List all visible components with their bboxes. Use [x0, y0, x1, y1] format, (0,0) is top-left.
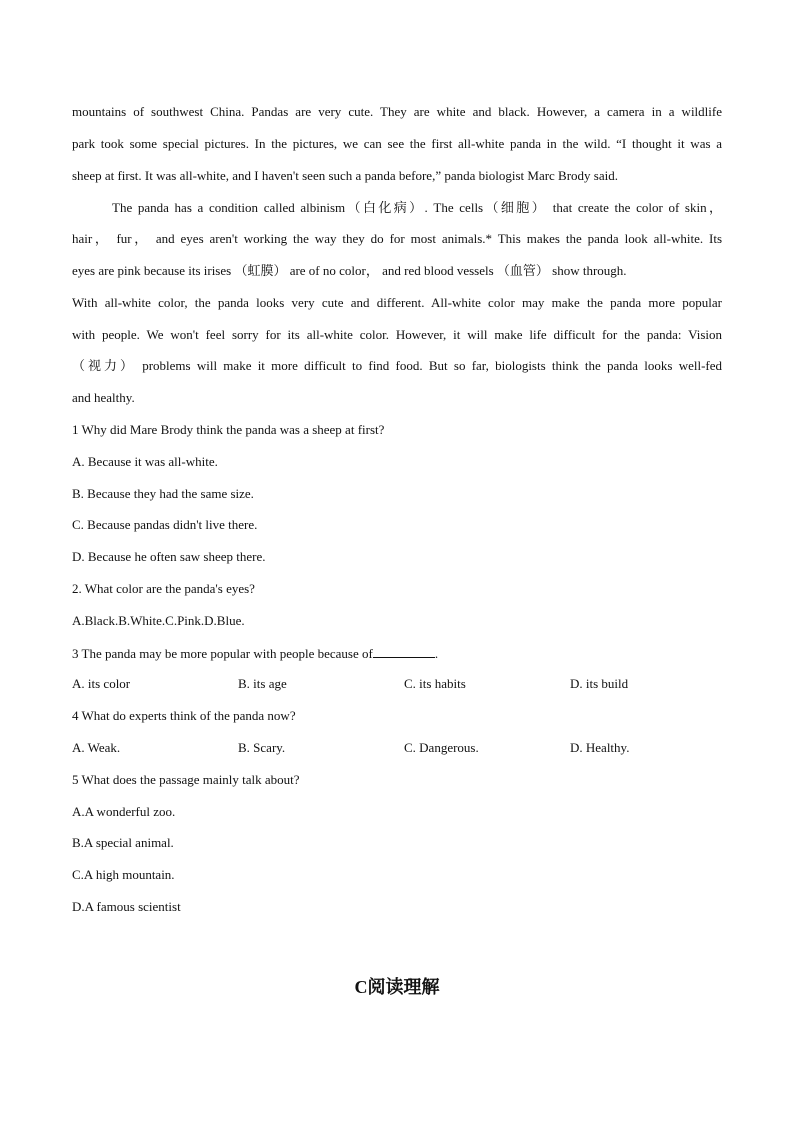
- question-4-option-c: C. Dangerous.: [404, 740, 479, 755]
- passage-line: sheep at first. It was all-white, and I haven't seen such a panda before,” panda biologist Marc Brody said.: [72, 168, 618, 183]
- question-3-stem-end: .: [434, 646, 439, 661]
- answer-blank: [373, 645, 435, 658]
- question-3-option-b: B. its age: [238, 676, 287, 691]
- passage-line: mountains of southwest China. Pandas are very cute. They are white and black. However, a camera in a wildlife: [72, 104, 722, 119]
- question-3-stem-text: 3 The panda may be more popular with people because of: [72, 646, 373, 661]
- passage-line: （视力） problems will make it more difficult to find food. But so far, biologists think the panda looks well-fed: [72, 358, 722, 373]
- question-2-stem: 2. What color are the panda's eyes?: [72, 581, 255, 596]
- question-5-option-b: B.A special animal.: [72, 835, 174, 850]
- question-1-option-d: D. Because he often saw sheep there.: [72, 549, 266, 564]
- question-1-stem: 1 Why did Mare Brody think the panda was a sheep at first?: [72, 422, 385, 437]
- passage-line: and healthy.: [72, 390, 135, 405]
- question-3-option-c: C. its habits: [404, 676, 466, 691]
- passage-line: with people. We won't feel sorry for its all-white color. However, it will make life difficult for the panda: Vision: [72, 327, 722, 342]
- question-4-stem: 4 What do experts think of the panda now?: [72, 708, 296, 723]
- question-2-options: A.Black.B.White.C.Pink.D.Blue.: [72, 613, 245, 628]
- passage-line: eyes are pink because its irises （虹膜） are of no color， and red blood vessels （血管） show through.: [72, 263, 627, 278]
- question-4-option-d: D. Healthy.: [570, 740, 630, 755]
- passage-line: park took some special pictures. In the pictures, we can see the first all-white panda in the wild. “I thought it was a: [72, 136, 722, 151]
- question-3-option-d: D. its build: [570, 676, 629, 691]
- question-5-option-c: C.A high mountain.: [72, 867, 175, 882]
- question-1-option-b: B. Because they had the same size.: [72, 486, 254, 501]
- question-5-option-d: D.A famous scientist: [72, 899, 181, 914]
- question-5-option-a: A.A wonderful zoo.: [72, 804, 176, 819]
- question-3-stem: [72, 645, 722, 662]
- section-heading: C阅读理解: [354, 977, 440, 997]
- question-1-option-c: C. Because pandas didn't live there.: [72, 517, 258, 532]
- passage-line: The panda has a condition called albinism（白化病）. The cells（细胞） that create the color of skin，: [112, 200, 722, 215]
- question-1-option-a: A. Because it was all-white.: [72, 454, 218, 469]
- question-5-stem: 5 What does the passage mainly talk about?: [72, 772, 300, 787]
- passage-line: With all-white color, the panda looks very cute and different. All-white color may make the panda more popular: [72, 295, 722, 310]
- question-4-option-b: B. Scary.: [238, 740, 286, 755]
- question-4-option-a: A. Weak.: [72, 740, 121, 755]
- passage-line: hair， fur， and eyes aren't working the way they do for most animals.* This makes the panda look all-white. Its: [72, 231, 722, 246]
- question-3-option-a: A. its color: [72, 676, 131, 691]
